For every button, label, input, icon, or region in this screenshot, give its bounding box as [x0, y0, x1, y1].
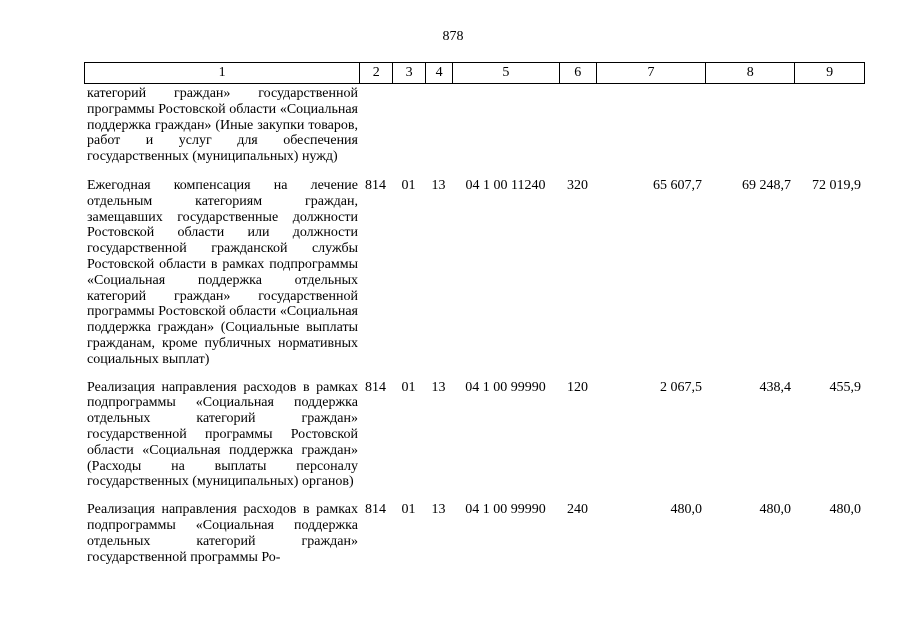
table-row [84, 178, 865, 368]
section-code: 01 [401, 502, 416, 518]
target-article-code: 04 1 00 11240 [465, 177, 546, 193]
column-header-9: 9 [794, 63, 864, 83]
ministry-code: 814 [365, 502, 386, 518]
row-description: Реализация направления расходов в рамках подпрограммы «Социальная поддержка отдельных категорий граждан» государственной программы Ро- [87, 502, 358, 565]
target-article-code: 04 1 00 99990 [465, 379, 546, 395]
subsection-code: 13 [431, 177, 446, 193]
table-row [84, 502, 865, 565]
column-header-2: 2 [359, 63, 392, 83]
column-header-5: 5 [452, 63, 559, 83]
expense-type-code: 240 [567, 502, 588, 518]
column-header-6: 6 [559, 63, 596, 83]
amount-col-8: 480,0 [759, 502, 791, 518]
amount-col-9: 72 019,9 [812, 177, 861, 193]
table-row [84, 380, 865, 491]
table-row [84, 86, 865, 165]
amount-col-8: 69 248,7 [742, 177, 791, 193]
amount-col-8: 438,4 [759, 379, 791, 395]
column-header-7: 7 [596, 63, 706, 83]
section-code: 01 [401, 177, 416, 193]
budget-table [84, 62, 865, 565]
row-description: Ежегодная компенсация на лечение отдельным категориям граждан, замещавших государственные должности Ростовской области или должности государственной гражданской службы Ростовской области в рамках подпрограммы «Социальная поддержка отдельных категорий граждан» государственной программы Ростовской области «Социальная поддержка граждан» (Социальные выплаты гражданам, кроме публичных нормативных социальных выплат) [87, 177, 358, 367]
amount-col-7: 2 067,5 [660, 379, 702, 395]
column-header-8: 8 [705, 63, 794, 83]
expense-type-code: 320 [567, 177, 588, 193]
expense-type-code: 120 [567, 379, 588, 395]
row-description: категорий граждан» государственной программы Ростовской области «Социальная поддержка граждан» (Иные закупки товаров, работ и услуг для обеспечения государственных (муниципальных) нужд) [87, 86, 358, 165]
amount-col-9: 480,0 [829, 502, 861, 518]
ministry-code: 814 [365, 177, 386, 193]
section-code: 01 [401, 379, 416, 395]
amount-col-7: 480,0 [670, 502, 702, 518]
column-header-3: 3 [392, 63, 425, 83]
subsection-code: 13 [431, 502, 446, 518]
page-number: 878 [442, 29, 464, 44]
subsection-code: 13 [431, 379, 446, 395]
table-header-row [84, 62, 865, 84]
amount-col-7: 65 607,7 [653, 177, 702, 193]
ministry-code: 814 [365, 379, 386, 395]
amount-col-9: 455,9 [829, 379, 861, 395]
column-header-1: 1 [218, 65, 226, 80]
row-description: Реализация направления расходов в рамках подпрограммы «Социальная поддержка отдельных категорий граждан» государственной программы Ростовской области «Социальная поддержка граждан» (Расходы на выплаты персоналу государственных (муниципальных) органов) [87, 379, 358, 490]
column-header-4: 4 [425, 63, 452, 83]
target-article-code: 04 1 00 99990 [465, 502, 546, 518]
